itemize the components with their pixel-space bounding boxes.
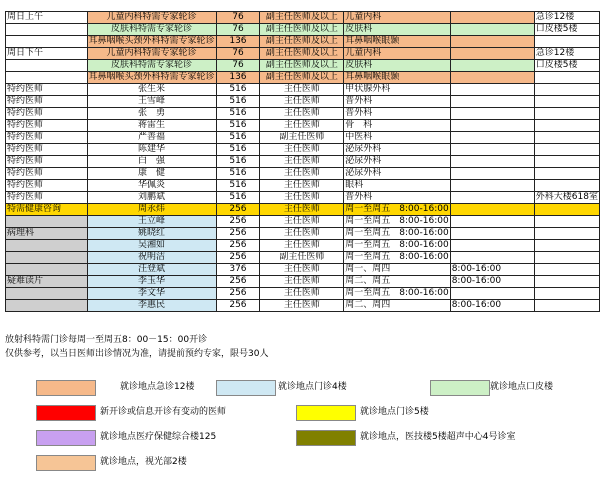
- table-cell: [450, 84, 534, 96]
- table-cell: 陈建华: [87, 144, 216, 156]
- table-cell: 256: [216, 228, 260, 240]
- table-cell: 副主任医师及以上: [260, 72, 344, 84]
- table-cell: 256: [216, 276, 260, 288]
- table-cell: 刘鹏斌: [87, 192, 216, 204]
- table-cell: 主任医师: [260, 108, 344, 120]
- table-cell: 张生来: [87, 84, 216, 96]
- table-row: [6, 144, 600, 156]
- table-cell: [6, 300, 88, 312]
- table-cell: 姚晓红: [87, 228, 216, 240]
- table-row: [6, 12, 600, 24]
- table-row: [6, 180, 600, 192]
- table-cell: [6, 252, 88, 264]
- table-row: [6, 60, 600, 72]
- table-cell: 汪登斌: [87, 264, 216, 276]
- table-row: [6, 168, 600, 180]
- table-row: [6, 204, 600, 216]
- table-cell: 76: [216, 24, 260, 36]
- table-cell: [450, 288, 534, 300]
- table-cell: 特约医师: [6, 84, 88, 96]
- table-cell: 周二、周五: [344, 276, 450, 288]
- table-cell: 主任医师: [260, 204, 344, 216]
- table-cell: 耳鼻咽喉头颈外科特需专家轮诊: [88, 72, 215, 82]
- table-cell: 516: [216, 192, 260, 204]
- table-cell: 8:00-16:00: [450, 300, 534, 312]
- table-cell: [534, 84, 599, 96]
- table-cell: 主任医师: [260, 180, 344, 192]
- legend-label: 就诊地点，医技楼5楼超声中心4号诊室: [360, 432, 516, 442]
- table-cell: 8:00-16:00: [450, 264, 534, 276]
- legend-label: 就诊地点医疗保健综合楼125: [100, 432, 217, 442]
- table-cell: [450, 240, 534, 252]
- table-cell: 特需健康咨询: [6, 204, 88, 216]
- table-row: [6, 120, 600, 132]
- table-cell: 136: [216, 36, 260, 48]
- table-cell: [450, 192, 534, 204]
- table-cell: [450, 228, 534, 240]
- table-cell: 特约医师: [6, 132, 88, 144]
- table-cell: 周一至周五 8:00-16:00: [345, 228, 449, 238]
- table-cell: 周一至周五 8:00-16:00: [345, 204, 449, 214]
- table-row: [6, 228, 600, 240]
- table-cell: 副主任医师及以上: [260, 36, 344, 48]
- table-cell: 256: [216, 252, 260, 264]
- table-cell: [534, 204, 599, 216]
- table-cell: 特约医师: [6, 156, 88, 168]
- table-cell: 耳鼻咽喉头颈外科特需专家轮诊: [88, 36, 215, 46]
- table-cell: 泌尿外科: [344, 144, 450, 156]
- table-cell: 泌尿外科: [344, 168, 450, 180]
- table-cell: 516: [216, 144, 260, 156]
- legend-label: 新开诊或信息开诊有变动的医师: [100, 407, 227, 417]
- table-cell: 周日上午: [6, 12, 88, 24]
- note-disclaimer: 仅供参考，以当日医师出诊情况为准，请提前预约专家，限号30人: [5, 349, 269, 359]
- table-cell: 主任医师: [260, 240, 344, 252]
- table-cell: 周一至周五 8:00-16:00: [345, 240, 449, 250]
- table-row: [6, 72, 600, 84]
- table-row: [6, 24, 600, 36]
- table-cell: 8:00-16:00: [450, 276, 534, 288]
- table-cell: 376: [216, 264, 260, 276]
- table-cell: 256: [216, 216, 260, 228]
- schedule-table: [5, 11, 600, 312]
- table-cell: [534, 120, 599, 132]
- table-cell: 主任医师: [260, 216, 344, 228]
- table-cell: 周永炜: [87, 204, 216, 216]
- table-cell: [450, 36, 534, 48]
- table-cell: [450, 156, 534, 168]
- table-cell: [534, 252, 599, 264]
- table-cell: 516: [216, 84, 260, 96]
- table-cell: 主任医师: [260, 300, 344, 312]
- table-cell: 皮肤科: [344, 24, 450, 36]
- table-cell: [534, 228, 599, 240]
- table-cell: 白 强: [87, 156, 216, 168]
- legend-swatch-peach: [36, 455, 96, 471]
- table-cell: [450, 60, 534, 72]
- table-row: [6, 300, 600, 312]
- table-row: [6, 132, 600, 144]
- table-row: [6, 108, 600, 120]
- table-cell: 副主任医师及以上: [260, 48, 344, 60]
- table-cell: 副主任医师及以上: [260, 12, 344, 24]
- table-cell: [450, 48, 534, 60]
- table-cell: 王立峰: [87, 216, 216, 228]
- table-cell: [6, 288, 88, 300]
- table-cell: [450, 204, 534, 216]
- table-cell: 吴湘如: [87, 240, 216, 252]
- table-cell: [6, 264, 88, 276]
- legend-swatch-green: [430, 380, 490, 396]
- table-cell: 76: [216, 60, 260, 72]
- table-cell: 中医科: [344, 132, 450, 144]
- table-cell: 主任医师: [260, 144, 344, 156]
- table-cell: 严善福: [87, 132, 216, 144]
- table-row: [6, 96, 600, 108]
- table-cell: 516: [216, 156, 260, 168]
- table-cell: [534, 144, 599, 156]
- table-cell: 特约医师: [6, 192, 88, 204]
- table-cell: 普外科: [344, 192, 450, 204]
- table-cell: 周一至周五 8:00-16:00: [345, 252, 449, 262]
- table-row: [6, 240, 600, 252]
- schedule-body: [6, 12, 600, 312]
- table-cell: 主任医师: [260, 192, 344, 204]
- table-cell: [450, 132, 534, 144]
- table-cell: [450, 96, 534, 108]
- table-cell: [534, 72, 599, 84]
- table-cell: 516: [216, 96, 260, 108]
- table-cell: 516: [216, 132, 260, 144]
- table-cell: 主任医师: [260, 120, 344, 132]
- table-cell: 甲状腺外科: [344, 84, 450, 96]
- table-cell: [534, 240, 599, 252]
- table-cell: 主任医师: [260, 156, 344, 168]
- table-cell: 周二、周四: [344, 300, 450, 312]
- table-cell: 蒋雷生: [87, 120, 216, 132]
- table-cell: 主任医师: [260, 288, 344, 300]
- table-cell: [534, 108, 599, 120]
- table-cell: 256: [216, 204, 260, 216]
- table-cell: [450, 24, 534, 36]
- table-row: [6, 276, 600, 288]
- table-cell: [450, 144, 534, 156]
- legend-swatch-red: [36, 405, 96, 421]
- table-cell: 李文华: [87, 288, 216, 300]
- table-cell: 外科大楼618室: [535, 192, 598, 202]
- table-cell: 136: [216, 72, 260, 84]
- table-cell: 普外科: [344, 96, 450, 108]
- table-cell: 周一至周五 8:00-16:00: [345, 216, 449, 226]
- table-row: [6, 36, 600, 48]
- table-cell: [534, 300, 599, 312]
- legend-label: 就诊地点门诊4楼: [278, 382, 347, 392]
- table-cell: 副主任医师: [260, 132, 344, 144]
- legend-swatch-yellow: [296, 405, 356, 421]
- table-cell: 主任医师: [260, 84, 344, 96]
- table-row: [6, 192, 600, 204]
- table-cell: [534, 156, 599, 168]
- table-cell: 眼科: [344, 180, 450, 192]
- table-cell: [450, 12, 534, 24]
- table-cell: 周一、周四: [344, 264, 450, 276]
- table-cell: 王雪峰: [87, 96, 216, 108]
- table-cell: 特约医师: [6, 180, 88, 192]
- table-cell: 主任医师: [260, 264, 344, 276]
- table-cell: 516: [216, 120, 260, 132]
- legend-label: 就诊地点口皮楼: [490, 382, 554, 392]
- table-row: [6, 216, 600, 228]
- table-cell: 主任医师: [260, 228, 344, 240]
- table-cell: 特约医师: [6, 96, 88, 108]
- table-cell: 256: [216, 300, 260, 312]
- table-cell: 516: [216, 108, 260, 120]
- table-cell: 主任医师: [260, 168, 344, 180]
- table-cell: 副主任医师: [260, 252, 344, 264]
- table-cell: [534, 36, 599, 48]
- table-cell: 口皮楼5楼: [534, 24, 599, 36]
- table-cell: 76: [216, 48, 260, 60]
- table-cell: 张 勇: [87, 108, 216, 120]
- table-cell: 康 健: [87, 168, 216, 180]
- table-cell: [450, 180, 534, 192]
- table-cell: 周一至周五 8:00-16:00: [345, 288, 449, 298]
- table-cell: 李惠民: [87, 300, 216, 312]
- table-row: [6, 48, 600, 60]
- table-cell: 皮肤科特需专家轮诊: [87, 60, 216, 72]
- table-cell: [534, 96, 599, 108]
- table-cell: 耳鼻咽喉眼颞: [344, 36, 450, 48]
- table-cell: [6, 36, 88, 48]
- table-cell: 特约医师: [6, 108, 88, 120]
- table-cell: [534, 288, 599, 300]
- table-cell: 256: [216, 288, 260, 300]
- table-row: [6, 156, 600, 168]
- table-cell: 特约医师: [6, 120, 88, 132]
- table-cell: [534, 168, 599, 180]
- legend-swatch-orange: [36, 380, 96, 396]
- legend-label: 就诊地点，视光部2楼: [100, 457, 187, 467]
- legend-label: 就诊地点门诊5楼: [360, 407, 429, 417]
- legend-swatch-purple: [36, 430, 96, 446]
- table-cell: [534, 132, 599, 144]
- table-row: [6, 288, 600, 300]
- table-cell: 特约医师: [6, 144, 88, 156]
- table-row: [6, 252, 600, 264]
- note-radiology: 放射科特需门诊每周一至周五8：00－15：00开诊: [5, 335, 208, 345]
- table-cell: [450, 168, 534, 180]
- legend-swatch-lightblue: [216, 380, 276, 396]
- table-cell: 李玉华: [87, 276, 216, 288]
- table-cell: [450, 216, 534, 228]
- table-row: [6, 264, 600, 276]
- table-cell: 副主任医师及以上: [260, 60, 344, 72]
- table-cell: 256: [216, 240, 260, 252]
- table-cell: 周日下午: [6, 48, 88, 60]
- table-cell: [6, 60, 88, 72]
- legend-swatch-olive: [296, 430, 356, 446]
- table-cell: [534, 276, 599, 288]
- table-cell: [534, 216, 599, 228]
- table-cell: 主任医师: [260, 96, 344, 108]
- table-cell: [6, 72, 88, 84]
- table-cell: 口皮楼5楼: [534, 60, 599, 72]
- table-cell: 华佩炎: [87, 180, 216, 192]
- table-cell: 皮肤科: [344, 60, 450, 72]
- table-cell: [534, 264, 599, 276]
- table-row: [6, 84, 600, 96]
- table-cell: 儿童内科: [344, 48, 450, 60]
- legend-label: 就诊地点急诊12楼: [120, 382, 195, 392]
- table-cell: 516: [216, 180, 260, 192]
- table-cell: [450, 108, 534, 120]
- table-cell: 儿童内科: [344, 12, 450, 24]
- table-cell: 儿童内科特需专家轮诊: [87, 12, 216, 24]
- table-cell: 副主任医师及以上: [260, 24, 344, 36]
- table-cell: [450, 120, 534, 132]
- table-cell: [450, 72, 534, 84]
- table-cell: 普外科: [344, 108, 450, 120]
- table-cell: 骨 科: [344, 120, 450, 132]
- table-cell: 急诊12楼: [534, 12, 599, 24]
- table-cell: [6, 24, 88, 36]
- table-cell: 主任医师: [260, 276, 344, 288]
- table-cell: 病理科: [6, 228, 88, 240]
- table-cell: 76: [216, 12, 260, 24]
- table-cell: [534, 180, 599, 192]
- table-cell: 疑难读片: [6, 276, 88, 288]
- table-cell: 特约医师: [6, 168, 88, 180]
- table-cell: 泌尿外科: [344, 156, 450, 168]
- table-cell: 516: [216, 168, 260, 180]
- table-cell: [6, 240, 88, 252]
- table-cell: 皮肤科特需专家轮诊: [87, 24, 216, 36]
- table-cell: [450, 252, 534, 264]
- table-cell: 急诊12楼: [534, 48, 599, 60]
- table-cell: 儿童内科特需专家轮诊: [87, 48, 216, 60]
- table-cell: 祝明洁: [87, 252, 216, 264]
- table-cell: [6, 216, 88, 228]
- table-cell: 耳鼻咽喉眼颞: [344, 72, 450, 84]
